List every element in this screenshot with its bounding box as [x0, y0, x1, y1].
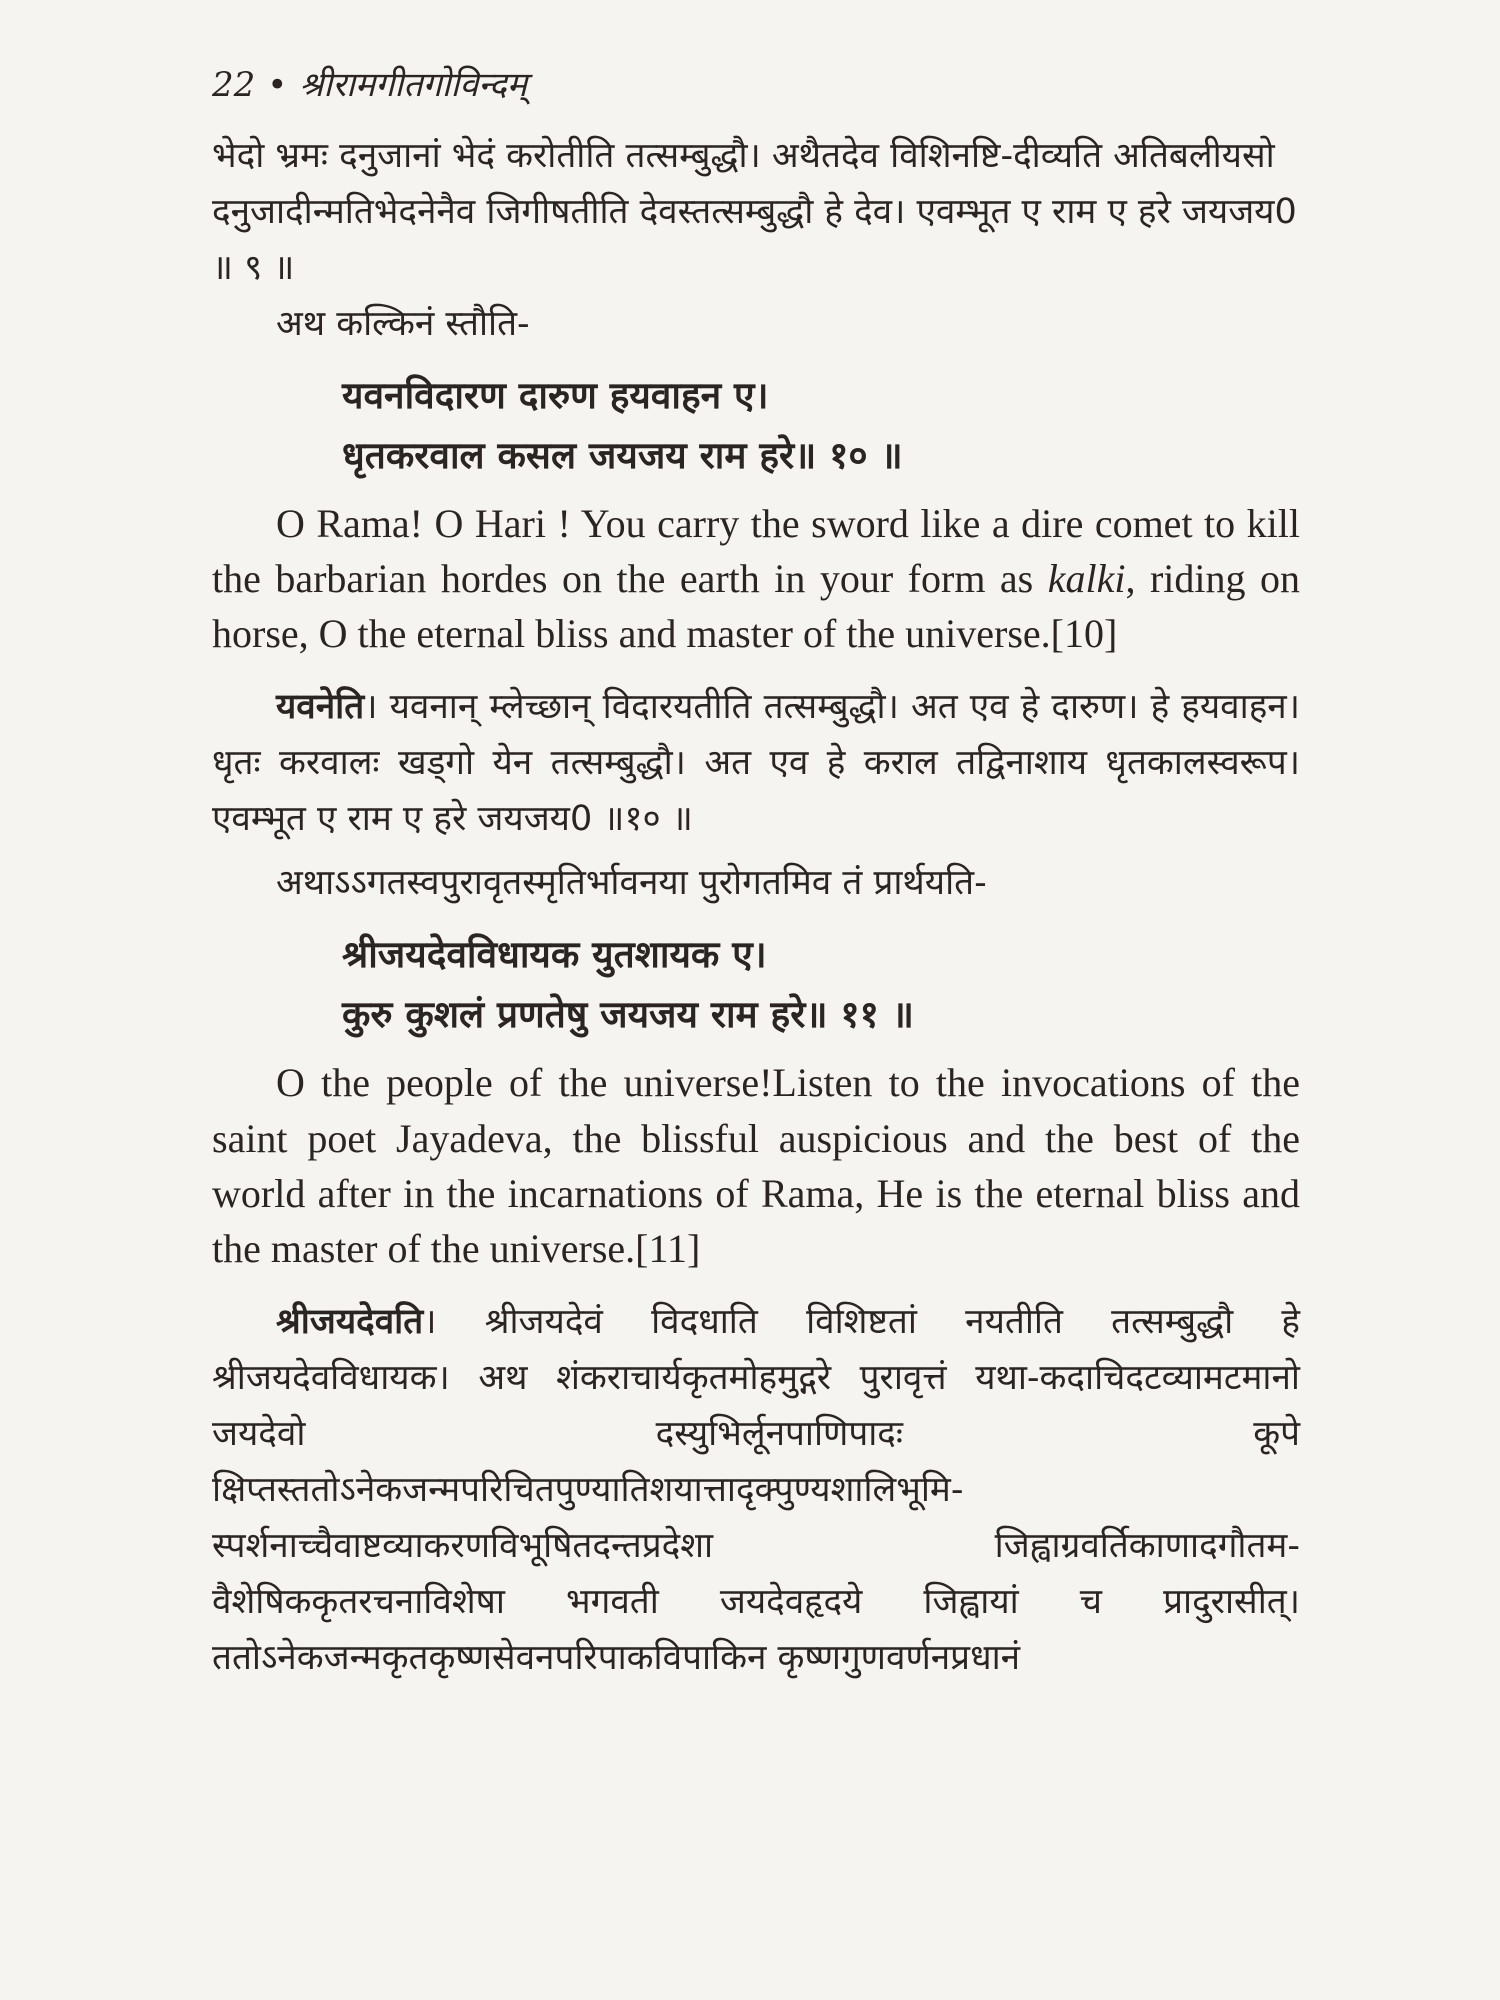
intro-verse-11: अथाऽऽगतस्वपुरावृतस्मृतिर्भावनया पुरोगतमिव तं प्रार्थयति- — [276, 863, 987, 904]
header-bullet: • — [267, 65, 288, 105]
commentary-verse-10 — [212, 679, 1300, 847]
commentary-verse-9: भेदो भ्रमः दनुजानां भेदं करोतीति तत्सम्बुद्धौ। अथैतदेव विशिनष्टि-दीव्यति अतिबलीयसो दनुजादीन्मतिभेदनेनैव जिगीषतीति देवस्तत्सम्बुद्धौ हे देव। एवम्भूत ए राम ए हरे जयजय0 ॥ ९ ॥ — [212, 136, 1297, 288]
translation-verse-10 — [212, 496, 1300, 662]
commentary-verse-11 — [212, 1294, 1300, 1686]
verse-11 — [342, 925, 1300, 1045]
translation-10-italic-word: kalki — [1047, 556, 1126, 602]
commentary-10-lead-word: यवनेति — [276, 687, 365, 728]
running-header — [212, 60, 1300, 106]
commentary-10-text: । यवनान् म्लेच्छान् विदारयतीति तत्सम्बुद्धौ। अत एव हे दारुण। हे हयवाहन। धृतः करवालः खड्गो येन तत्सम्बुद्धौ। अत एव हे कराल तद्विनाशाय धृतकालस्वरूप। एवम्भूत ए राम ए हरे जयजय0 ॥१० ॥ — [212, 687, 1300, 840]
translation-10-part-2: , riding on horse, O the eternal bliss and master of the universe.[10] — [212, 556, 1301, 657]
commentary-11-text: । श्रीजयदेवं विदधाति विशिष्टतां नयतीति तत्सम्बुद्धौ हे श्रीजयदेवविधायक। अथ शंकराचार्यकृतमोहमुद्गरे पुरावृत्तं यथा-कदाचिदटव्यामटमानो जयदेवो दस्युभिर्लूनपाणिपादः कूपे क्षिप्तस्ततोऽनेकजन्मपरिचितपुण्यातिशयात्तादृक्पुण्यशालिभूमि-स्पर्शनाच्चैवाष्टव्याकरणविभूषितदन्तप्रदेशा जिह्वाग्रवर्तिकाणादगौतम-वैशेषिककृतरचनाविशेषा भगवती जयदेवहृदये जिह्वायां च प्रादुरासीत्। ततोऽनेकजन्मकृतकृष्णसेवनपरिपाकविपाकिन कृष्णगुणवर्णनप्रधानं — [212, 1302, 1300, 1679]
intro-verse-10: अथ कल्किनं स्तौति- — [276, 304, 530, 344]
verse-10-line-2: धृतकरवाल कसल जयजय राम हरे॥ १० ॥ — [342, 433, 903, 477]
verse-11-line-1: श्रीजयदेवविधायक युतशायक ए। — [342, 933, 767, 977]
translation-verse-11: O the people of the universe!Listen to the invocations of the saint poet Jayadeva, the blissful auspicious and the best of the world after in the incarnations of Rama, He is the eternal bliss and the master of the universe.[11] — [212, 1060, 1300, 1271]
translation-10-part-1: O Rama! O Hari ! You carry the sword like a dire comet to kill the barbarian hordes on the earth in your form as — [212, 500, 1300, 602]
commentary-11-lead-word: श्रीजयदेवति — [276, 1302, 424, 1343]
page-number: 22 — [212, 65, 256, 105]
verse-10-line-1: यवनविदारण दारुण हयवाहन ए। — [342, 374, 769, 417]
book-title: श्रीरामगीतगोविन्दम् — [299, 65, 528, 105]
verse-11-line-2: कुरु कुशलं प्रणतेषु जयजय राम हरे॥ ११ ॥ — [342, 993, 914, 1037]
verse-10 — [342, 366, 1300, 486]
